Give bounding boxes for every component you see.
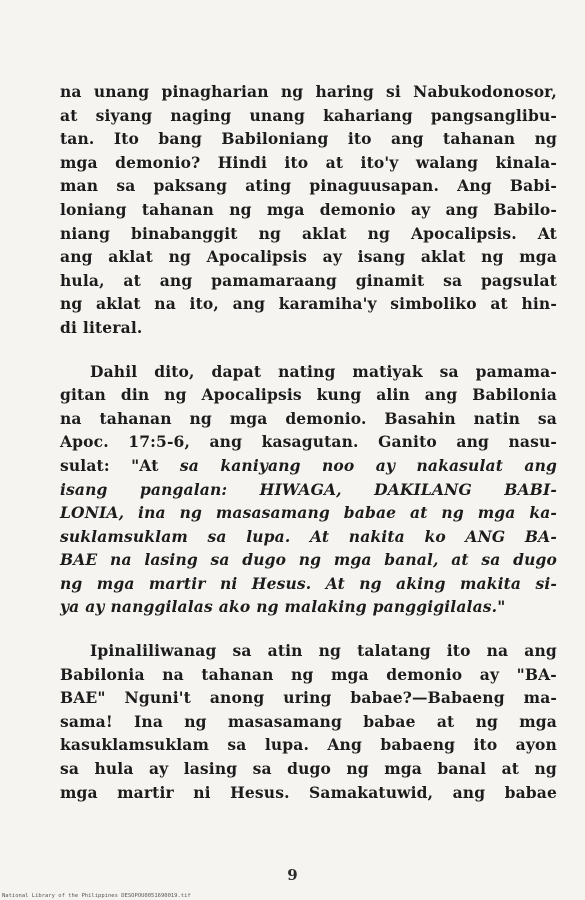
text-line: gitan din ng Apocalipsis kung alin ang Babilonia (60, 385, 557, 405)
text-line: Ipinaliliwanag sa atin ng talatang ito na ang (90, 641, 557, 661)
text-line: BAE na lasing sa dugo ng mga banal, at sa dugo (60, 550, 557, 570)
text-line: niang binabanggit ng aklat ng Apocalipsis. At (60, 223, 557, 243)
text-line: Babilonia na tahanan ng mga demonio ay "BA- (60, 664, 557, 684)
text-line: sulat: "At sa kaniyang noo ay nakasulat ang (60, 455, 557, 475)
paragraph-2 (60, 360, 557, 620)
text-line: di literal. (60, 317, 143, 337)
page-number: 9 (287, 866, 298, 884)
text-line: sama! Ina ng masasamang babae at ng mga (60, 711, 557, 731)
text-line: Apoc. 17:5-6, ang kasagutan. Ganito ang nasu- (60, 432, 557, 452)
text-line: ya ay nanggilalas ako ng malaking panggigilalas." (60, 597, 506, 617)
paragraph-3 (60, 639, 557, 804)
text-line: LONIA, ina ng masasamang babae at ng mga ka- (60, 503, 557, 523)
text-line: mga demonio? Hindi ito at ito'y walang kinala- (60, 152, 557, 172)
text-line: isang pangalan: HIWAGA, DAKILANG BABI- (60, 479, 557, 499)
text-line: man sa paksang ating pinaguusapan. Ang Babi- (60, 176, 557, 196)
text-line: Dahil dito, dapat nating matiyak sa pamama- (90, 361, 557, 381)
text-line: suklamsuklam sa lupa. At nakita ko ANG BA- (60, 526, 557, 546)
paragraph-1 (60, 80, 557, 340)
archive-footer-label: National Library of the Philippines DESOPOU0051690019.tif (2, 893, 191, 899)
text-line: hula, at ang pamamaraang ginamit sa pagsulat (60, 270, 557, 290)
text-line: kasuklamsuklam sa lupa. Ang babaeng ito ayon (60, 735, 557, 755)
text-line: BAE" Nguni't anong uring babae?—Babaeng ma- (60, 688, 557, 708)
text-line: sa hula ay lasing sa dugo ng mga banal at ng (60, 759, 557, 779)
text-line: ang aklat ng Apocalipsis ay isang aklat ng mga (60, 247, 557, 267)
text-line: ng mga martir ni Hesus. At ng aking makita si- (60, 573, 557, 593)
text-line: at siyang naging unang kahariang pangsanglibu- (60, 105, 557, 125)
text-line: mga martir ni Hesus. Samakatuwid, ang babae (60, 782, 557, 802)
text-line: loniang tahanan ng mga demonio ay ang Babilo- (60, 199, 557, 219)
text-line: na unang pinagharian ng haring si Nabukodonosor, (60, 82, 557, 101)
text-line: tan. Ito bang Babiloniang ito ang tahanan ng (60, 129, 557, 149)
text-line: na tahanan ng mga demonio. Basahin natin sa (60, 408, 557, 428)
document-page (60, 80, 557, 824)
text-line: ng aklat na ito, ang karamiha'y simboliko at hin- (60, 294, 557, 314)
